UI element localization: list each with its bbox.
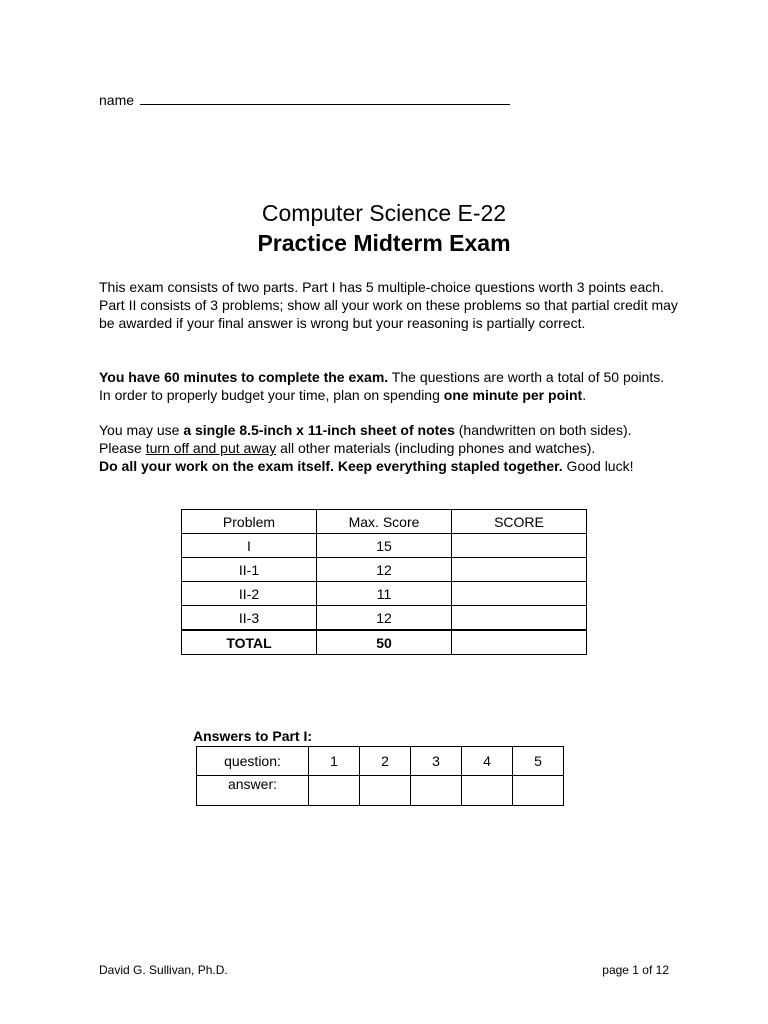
table-row (182, 582, 587, 606)
score-cell[interactable] (452, 582, 587, 606)
intro-text: This exam consists of two parts. Part I has 5 multiple-choice questions worth 3 points each. Part II consists of 3 problems; show all your work on these problems so that partial credit may be awarded if your final answer is wrong but your reasoning is partially correct. (99, 279, 678, 331)
header-max-score: Max. Score (317, 510, 452, 534)
total-label: TOTAL (182, 630, 317, 655)
answer-cell[interactable] (411, 776, 462, 806)
answer-cell[interactable] (462, 776, 513, 806)
answer-cell[interactable] (513, 776, 564, 806)
score-cell[interactable] (452, 558, 587, 582)
time-limit-text: You have 60 minutes to complete the exam. (99, 369, 389, 385)
question-row (197, 747, 564, 776)
minute-per-point-text: one minute per point (443, 387, 583, 403)
name-label: name (99, 92, 135, 108)
score-table-header (182, 510, 587, 534)
max-score-cell: 12 (317, 558, 452, 582)
total-max-score: 50 (317, 630, 452, 655)
problem-cell: I (182, 534, 317, 558)
turn-off-text: turn off and put away (145, 440, 277, 456)
table-row (182, 606, 587, 631)
total-score-cell[interactable] (452, 630, 587, 655)
problem-cell: II-2 (182, 582, 317, 606)
score-table (181, 509, 587, 655)
notes-text-2: (handwritten on both sides). (454, 422, 632, 438)
notes-text-1: You may use (99, 422, 184, 438)
good-luck-text: Good luck! (562, 458, 634, 474)
question-number: 3 (411, 747, 462, 776)
answer-label: answer: (197, 776, 309, 806)
score-cell[interactable] (452, 534, 587, 558)
question-number: 4 (462, 747, 513, 776)
problem-cell: II-1 (182, 558, 317, 582)
notes-sheet-text: a single 8.5-inch x 11-inch sheet of notes (183, 422, 455, 438)
name-blank-line[interactable] (140, 92, 510, 105)
max-score-cell: 11 (317, 582, 452, 606)
timing-paragraph (99, 368, 679, 404)
question-number: 1 (309, 747, 360, 776)
score-cell[interactable] (452, 606, 587, 631)
answer-cell[interactable] (309, 776, 360, 806)
header-problem: Problem (182, 510, 317, 534)
stapled-instruction: Do all your work on the exam itself. Keep everything stapled together. (99, 458, 563, 474)
course-title: Computer Science E-22 (261, 200, 507, 226)
notes-text-4: all other materials (including phones and watches). (276, 440, 596, 456)
max-score-cell: 15 (317, 534, 452, 558)
answer-row (197, 776, 564, 806)
question-label: question: (197, 747, 309, 776)
notes-text-3: Please (99, 440, 146, 456)
problem-cell: II-3 (182, 606, 317, 631)
answers-table (196, 746, 564, 806)
table-row (182, 534, 587, 558)
notes-paragraph (99, 421, 679, 475)
name-field[interactable] (99, 92, 510, 108)
question-number: 2 (360, 747, 411, 776)
header-score: SCORE (452, 510, 587, 534)
table-row (182, 558, 587, 582)
exam-title: Practice Midterm Exam (257, 230, 511, 256)
timing-period: . (582, 387, 587, 403)
answers-heading: Answers to Part I: (193, 728, 313, 744)
question-number: 5 (513, 747, 564, 776)
intro-paragraph (99, 278, 679, 332)
answer-cell[interactable] (360, 776, 411, 806)
timing-text: The questions are worth a total of 50 points. In order to properly budget your time, plan on spending (99, 369, 665, 403)
max-score-cell: 12 (317, 606, 452, 631)
footer-author: David G. Sullivan, Ph.D. (99, 963, 228, 977)
total-row (182, 630, 587, 655)
footer-page-number: page 1 of 12 (602, 963, 669, 977)
